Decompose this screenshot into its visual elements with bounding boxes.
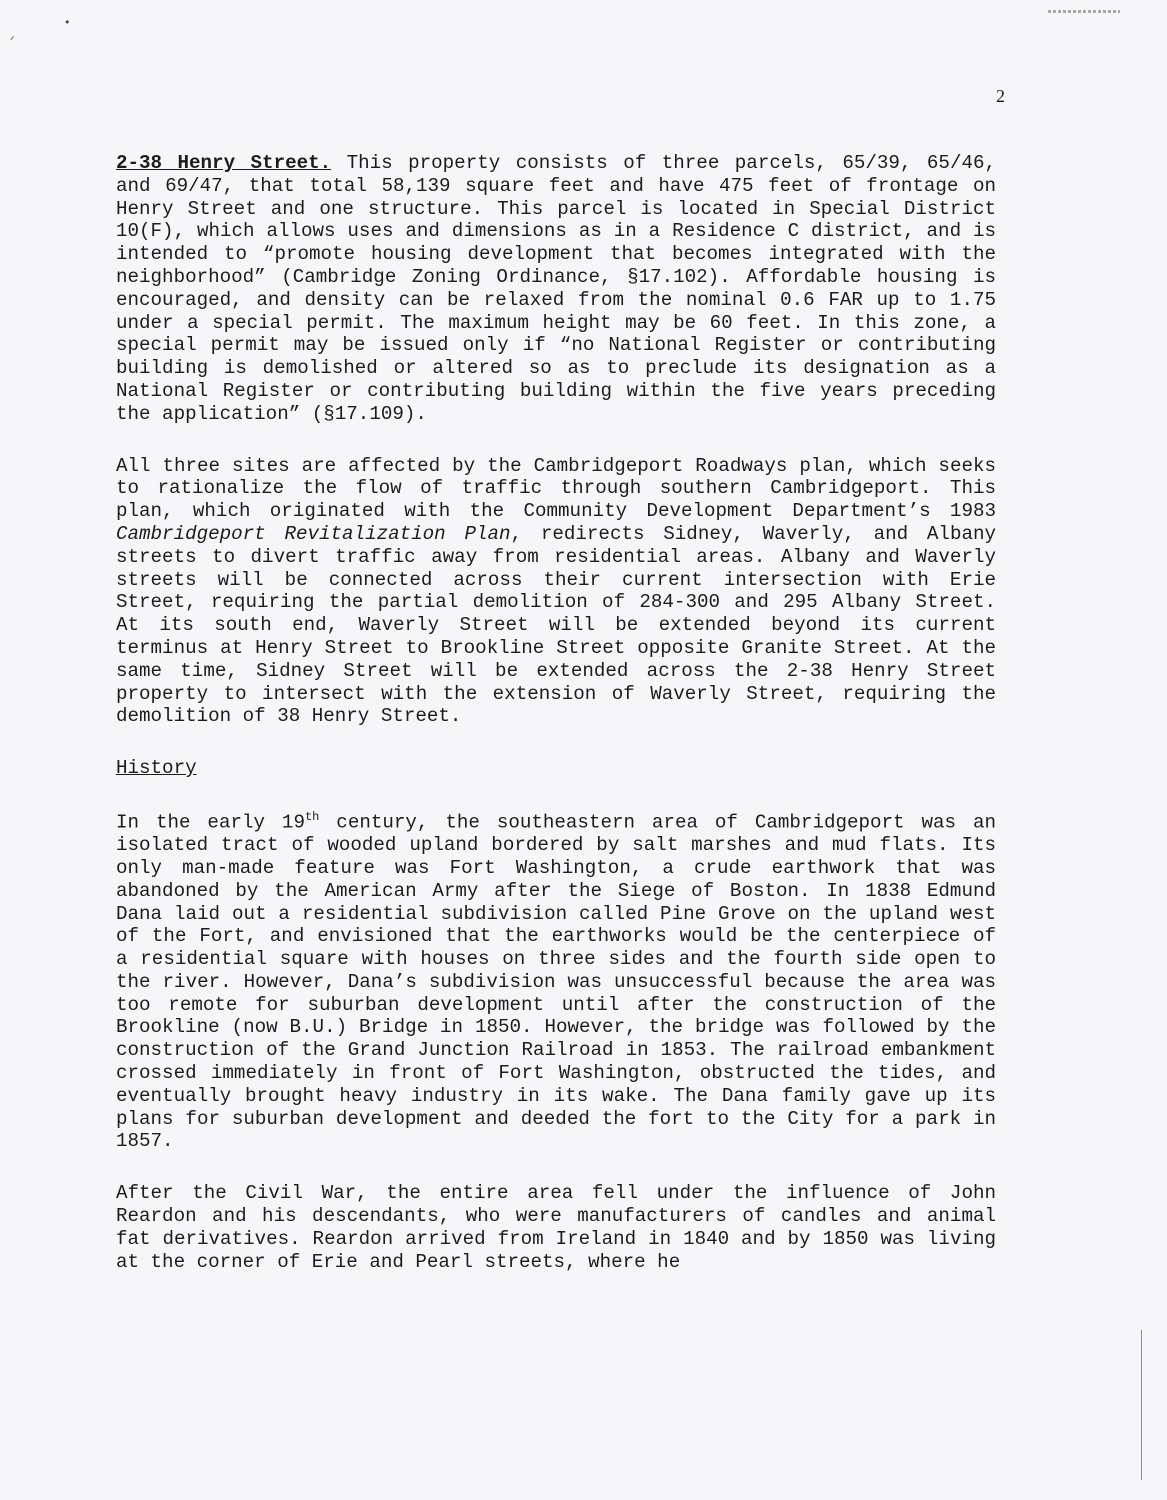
- property-heading: 2-38 Henry Street.: [116, 152, 332, 174]
- document-body: [116, 152, 996, 1302]
- paragraph-text: This property consists of three parcels, 65/39, 65/46, and 69/47, that total 58,139 square feet and have 475 feet of frontage on Henry Street and one structure. This parcel is located in Special District 10(F), which allows uses and dimensions as in a Residence C district, and is intended to “promote housing development that becomes integrated with the neighborhood” (Cambridge Zoning Ordinance, §17.102). Affordable housing is encouraged, and density can be relaxed from the nominal 0.6 FAR up to 1.75 under a special permit. The maximum height may be 60 feet. In this zone, a special permit may be issued only if “no National Register or contributing building is demolished or altered so as to preclude its designation as a National Register or contributing building within the five years preceding the application” (§17.109).: [116, 152, 996, 425]
- paragraph-henry-street: [116, 152, 996, 426]
- paragraph-text: All three sites are affected by the Cambridgeport Roadways plan, which seeks to rationalize the flow of traffic through southern Cambridgeport. This plan, which originated with the Community Development Department’s 1983: [116, 454, 996, 523]
- scan-edge-line: [1141, 1330, 1142, 1480]
- scan-mark: [1048, 10, 1120, 13]
- paragraph-text: After the Civil War, the entire area fell under the influence of John Reardon and his descendants, who were manufacturers of candles and animal fat derivatives. Reardon arrived from Ireland in 1840 and by 1850 was living at the corner of Erie and Pearl streets, where he: [116, 1182, 996, 1273]
- superscript: th: [304, 809, 320, 824]
- page-number: 2: [996, 86, 1005, 106]
- scan-speck: ᐟ: [10, 34, 15, 47]
- paragraph-text: In the early 19: [116, 811, 305, 834]
- scan-speck: •: [64, 16, 71, 29]
- paragraph-history-reardon: [116, 1182, 996, 1273]
- paragraph-roadways: [116, 455, 996, 729]
- paragraph-text: century, the southeastern area of Cambridgeport was an isolated tract of wooded upland bordered by salt marshes and mud flats. Its only man-made feature was Fort Washington, a crude earthwork that was abandoned by the American Army after the Siege of Boston. In 1838 Edmund Dana laid out a residential subdivision called Pine Grove on the upland west of the Fort, and envisioned that the earthworks would be the centerpiece of a residential square with houses on three sides and the fourth side open to the river. However, Dana’s subdivision was unsuccessful because the area was too remote for suburban development until after the construction of the Brookline (now B.U.) Bridge in 1850. However, the bridge was followed by the construction of the Grand Junction Railroad in 1853. The railroad embankment crossed immediately in front of Fort Washington, obstructed the tides, and eventually brought heavy industry in its wake. The Dana family gave up its plans for suburban development and deeded the fort to the City for a park in 1857.: [116, 811, 996, 1153]
- paragraph-history-early: [116, 806, 996, 1153]
- paragraph-text: , redirects Sidney, Waverly, and Albany streets to divert traffic away from residential areas. Albany and Waverly streets will be connected across their current intersection with Erie Street, requiring the partial demolition of 284-300 and 295 Albany Street. At its south end, Waverly Street will be extended beyond its current terminus at Henry Street to Brookline Street opposite Granite Street. At the same time, Sidney Street will be extended across the 2-38 Henry Street property to intersect with the extension of Waverly Street, requiring the demolition of 38 Henry Street.: [116, 522, 997, 728]
- section-heading-history: History: [116, 757, 197, 780]
- plan-title: Cambridgeport Revitalization Plan: [116, 522, 511, 545]
